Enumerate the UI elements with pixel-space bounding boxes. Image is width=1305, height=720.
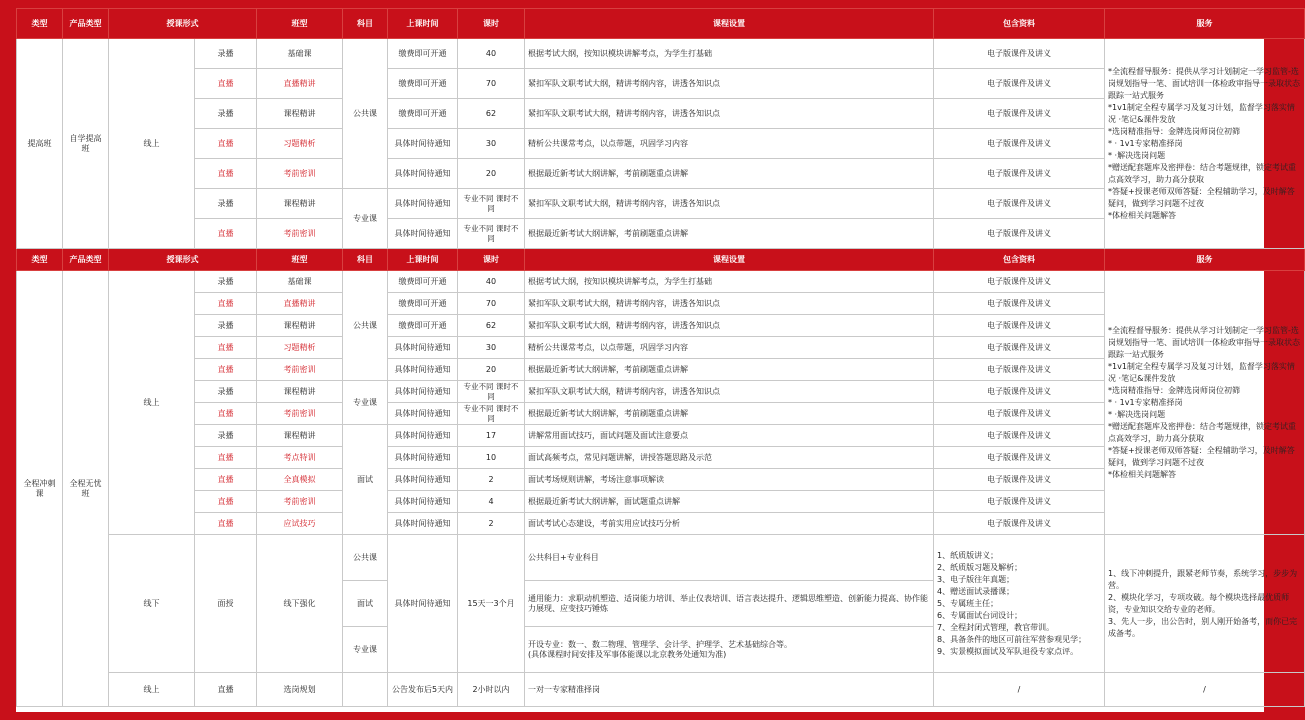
form-cell: 直播 [195,159,257,189]
time-cell: 具体时间待通知 [388,337,458,359]
hours-cell: 专业不同 课时不同 [458,189,525,219]
hours-cell: 20 [458,159,525,189]
material-cell: 电子版课件及讲义 [934,271,1105,293]
form-cell: 录播 [195,381,257,403]
content-cell: 精析公共课常考点，以点带题，巩固学习内容 [525,337,934,359]
form-cell: 录播 [195,425,257,447]
service-cell [1105,271,1305,535]
hours-cell: 20 [458,359,525,381]
subject-cell: 专业课 [343,189,388,249]
material-line: 3、电子版往年真题； [937,574,1015,584]
hours-cell: 4 [458,491,525,513]
content-cell: 紧扣军队文职考试大纲，精讲考纲内容，讲透各知识点 [525,315,934,337]
content-cell: 一对一专家精准择岗 [525,673,934,707]
header-content: 课程设置 [525,9,934,39]
table-row [17,535,1305,581]
service-line: 2、模块化学习，专项攻破。每个模块选择最优质师资，专业知识交给专业的老师。 [1108,592,1290,614]
hours-cell: 专业不同 课时不同 [458,381,525,403]
content-cell: 根据最近新考试大纲讲解，考前刷题重点讲解 [525,159,934,189]
hours-cell: 2 [458,513,525,535]
material-cell: 电子版课件及讲义 [934,69,1105,99]
material-cell: 电子版课件及讲义 [934,337,1105,359]
service-line: * · 1v1专家精准择岗 [1108,138,1183,148]
service-line: *全流程督导服务：提供从学习计划制定一学习监管-选岗规划指导一笔、面试培训一体检政审指导一录取状态跟踪一站式服务 [1108,325,1300,359]
time-cell: 具体时间待通知 [388,359,458,381]
class-cell: 考前密训 [257,403,343,425]
form-cell: 直播 [195,513,257,535]
material-cell: 电子版课件及讲义 [934,513,1105,535]
time-cell: 缴费即可开通 [388,39,458,69]
form-cell: 面授 [195,535,257,673]
header-service: 服务 [1105,9,1305,39]
hours-cell: 17 [458,425,525,447]
material-cell: 电子版课件及讲义 [934,293,1105,315]
material-cell: 电子版课件及讲义 [934,425,1105,447]
time-cell: 具体时间待通知 [388,447,458,469]
service-line: * ·解决选岗问题 [1108,150,1166,160]
material-line: 1、纸质版讲义； [937,550,999,560]
subject-cell: 面试 [343,425,388,535]
material-cell: 电子版课件及讲义 [934,219,1105,249]
header-product: 产品类型 [63,249,109,271]
form-cell: 录播 [195,315,257,337]
header-content: 课程设置 [525,249,934,271]
hours-cell: 30 [458,129,525,159]
material-cell: 电子版课件及讲义 [934,381,1105,403]
form-cell: 直播 [195,337,257,359]
header-subject: 科目 [343,249,388,271]
header-class: 班型 [257,9,343,39]
hours-cell: 15天一3个月 [458,535,525,673]
material-line: 8、具备条件的地区可前往军营参观见学； [937,634,1087,644]
table-row [17,271,1305,293]
time-cell: 缴费即可开通 [388,271,458,293]
material-cell: 电子版课件及讲义 [934,189,1105,219]
content-cell: 公共科目+专业科目 [525,535,934,581]
header-product: 产品类型 [63,9,109,39]
content-cell [525,627,934,673]
class-cell: 课程精讲 [257,381,343,403]
material-cell: 电子版课件及讲义 [934,469,1105,491]
service-line: *选岗精准指导：金牌选岗师岗位初筛 [1108,385,1240,395]
form-cell: 录播 [195,271,257,293]
header-time: 上课时间 [388,9,458,39]
material-cell: 电子版课件及讲义 [934,315,1105,337]
material-cell: 电子版课件及讲义 [934,99,1105,129]
service-line: 1、线下冲刺提升，跟紧老师节奏，系统学习，步步为营。 [1108,568,1298,590]
header-class: 班型 [257,249,343,271]
form-cell: 直播 [195,673,257,707]
form-cell: 直播 [195,293,257,315]
content-cell: 面试考场规则讲解，考场注意事项解读 [525,469,934,491]
content-cell: 根据考试大纲，按知识模块讲解考点，为学生打基础 [525,271,934,293]
service-line: 3、先人一步，出公告时，别人刚开始备考，而你已完成备考。 [1108,616,1298,638]
mode-cell: 线上 [109,673,195,707]
header-hours: 课时 [458,9,525,39]
material-cell [934,535,1105,673]
material-line: 6、专属面试台词设计； [937,610,1023,620]
content-cell: 精析公共课常考点，以点带题，巩固学习内容 [525,129,934,159]
header-service: 服务 [1105,249,1305,271]
form-cell: 直播 [195,219,257,249]
class-cell: 习题精析 [257,337,343,359]
time-cell: 缴费即可开通 [388,99,458,129]
content-cell: 根据考试大纲，按知识模块讲解考点，为学生打基础 [525,39,934,69]
course-table-frame [16,8,1300,712]
class-cell: 应试技巧 [257,513,343,535]
material-line: 5、专属班主任； [937,598,999,608]
class-cell: 全真模拟 [257,469,343,491]
content-cell: 根据最近新考试大纲讲解，考前刷题重点讲解 [525,359,934,381]
time-cell: 具体时间待通知 [388,513,458,535]
header-type: 类型 [17,9,63,39]
class-cell: 习题精析 [257,129,343,159]
hours-cell: 40 [458,271,525,293]
class-cell: 课程精讲 [257,315,343,337]
hours-cell: 2小时以内 [458,673,525,707]
service-line: *赠送配套题库及密押卷：结合考题规律，锁定考试重点高效学习，助力高分获取 [1108,162,1296,184]
header-material: 包含资料 [934,249,1105,271]
form-cell: 直播 [195,69,257,99]
hours-cell: 62 [458,315,525,337]
header-mode: 授课形式 [109,249,257,271]
class-cell: 考前密训 [257,159,343,189]
class-cell: 课程精讲 [257,99,343,129]
content-cell: 通用能力：求职动机塑造、适岗能力培训、举止仪表培训、语言表达提升、逻辑思维塑造、创新能力提高、协作能力展现、应变技巧锤炼 [525,581,934,627]
class-cell: 考前密训 [257,359,343,381]
service-line: *赠送配套题库及密押卷：结合考题规律，锁定考试重点高效学习，助力高分获取 [1108,421,1296,443]
service-line: * ·解决选岗问题 [1108,409,1166,419]
class-cell: 考前密训 [257,491,343,513]
form-cell: 直播 [195,469,257,491]
subject-cell: 面试 [343,581,388,627]
time-cell: 具体时间待通知 [388,491,458,513]
content-cell: 紧扣军队文职考试大纲，精讲考纲内容，讲透各知识点 [525,69,934,99]
class-cell: 基础课 [257,39,343,69]
material-cell: 电子版课件及讲义 [934,491,1105,513]
content-cell: 紧扣军队文职考试大纲，精讲考纲内容，讲透各知识点 [525,99,934,129]
service-line: *全流程督导服务：提供从学习计划制定一学习监管-选岗规划指导一笔、面试培训一体检政审指导一录取状态跟踪一站式服务 [1108,66,1300,100]
service-line: *选岗精准指导：金牌选岗师岗位初筛 [1108,126,1240,136]
service-line: *答疑+授课老师双师答疑：全程辅助学习，及时解答疑问，做到学习问题不过夜 [1108,186,1295,208]
service-line: *体检相关问题解答 [1108,210,1176,220]
header-subject: 科目 [343,9,388,39]
content-cell: 面试考试心态建设，考前实用应试技巧分析 [525,513,934,535]
material-line: 4、赠送面试录播课； [937,586,1015,596]
form-cell: 直播 [195,359,257,381]
material-line: 9、实景模拟面试及军队退役专家点评。 [937,646,1079,656]
service-line: *答疑+授课老师双师答疑：全程辅助学习，及时解答疑问，做到学习问题不过夜 [1108,445,1295,467]
form-cell: 录播 [195,99,257,129]
time-cell: 具体时间待通知 [388,469,458,491]
time-cell: 具体时间待通知 [388,425,458,447]
service-line: * · 1v1专家精准择岗 [1108,397,1183,407]
form-cell: 直播 [195,491,257,513]
subject-cell: 专业课 [343,627,388,673]
material-line: 2、纸质版习题及解析； [937,562,1023,572]
form-cell: 直播 [195,129,257,159]
class-cell: 考点特训 [257,447,343,469]
service-line: *体检相关问题解答 [1108,469,1176,479]
material-cell: / [934,673,1105,707]
service-cell: / [1105,673,1305,707]
subject-cell: 专业课 [343,381,388,425]
class-cell: 直播精讲 [257,293,343,315]
table-row [17,673,1305,707]
form-cell: 直播 [195,403,257,425]
content-cell: 根据最近新考试大纲讲解，考前刷题重点讲解 [525,219,934,249]
class-cell: 选岗规划 [257,673,343,707]
type-cell: 提高班 [17,39,63,249]
content-cell: 紧扣军队文职考试大纲，精讲考纲内容，讲透各知识点 [525,189,934,219]
table-row [17,39,1305,69]
mode-cell: 线下 [109,535,195,673]
class-cell: 课程精讲 [257,189,343,219]
class-cell: 基础课 [257,271,343,293]
product-cell: 全程无忧班 [63,271,109,707]
time-cell: 缴费即可开通 [388,293,458,315]
content-cell: 根据最近新考试大纲讲解，面试题重点讲解 [525,491,934,513]
mode-cell: 线上 [109,39,195,249]
hours-cell: 62 [458,99,525,129]
header-type: 类型 [17,249,63,271]
hours-cell: 专业不同 课时不同 [458,219,525,249]
class-cell: 课程精讲 [257,425,343,447]
material-cell: 电子版课件及讲义 [934,447,1105,469]
header-row [17,9,1305,39]
time-cell: 具体时间待通知 [388,189,458,219]
content-line: 开设专业：数一、数二物理、管理学、会计学、护理学、艺术基础综合等。 [528,639,792,649]
hours-cell: 40 [458,39,525,69]
hours-cell: 10 [458,447,525,469]
subject-cell [343,673,388,707]
hours-cell: 70 [458,69,525,99]
material-line: 7、全程封闭式管理，教官带训。 [937,622,1055,632]
time-cell: 具体时间待通知 [388,535,458,673]
hours-cell: 30 [458,337,525,359]
subject-cell: 公共课 [343,271,388,381]
hours-cell: 2 [458,469,525,491]
time-cell: 具体时间待通知 [388,219,458,249]
mode-cell: 线上 [109,271,195,535]
header-hours: 课时 [458,249,525,271]
course-table [16,8,1305,707]
subject-cell: 公共课 [343,39,388,189]
content-cell: 紧扣军队文职考试大纲，精讲考纲内容，讲透各知识点 [525,381,934,403]
form-cell: 直播 [195,447,257,469]
content-cell: 讲解常用面试技巧，面试问题及面试注意要点 [525,425,934,447]
class-cell: 考前密训 [257,219,343,249]
class-cell: 直播精讲 [257,69,343,99]
time-cell: 缴费即可开通 [388,69,458,99]
subject-cell: 公共课 [343,535,388,581]
form-cell: 录播 [195,189,257,219]
type-cell: 全程冲刺课 [17,271,63,707]
time-cell: 具体时间待通知 [388,381,458,403]
service-line: *1v1制定全程专属学习及复习计划，监督学习落实情况 ·笔记&课件发放 [1108,102,1295,124]
content-cell: 紧扣军队文职考试大纲，精讲考纲内容，讲透各知识点 [525,293,934,315]
time-cell: 具体时间待通知 [388,403,458,425]
service-cell [1105,535,1305,673]
service-line: *1v1制定全程专属学习及复习计划，监督学习落实情况 ·笔记&课件发放 [1108,361,1295,383]
time-cell: 缴费即可开通 [388,315,458,337]
material-cell: 电子版课件及讲义 [934,39,1105,69]
material-cell: 电子版课件及讲义 [934,403,1105,425]
header-mode: 授课形式 [109,9,257,39]
material-cell: 电子版课件及讲义 [934,129,1105,159]
time-cell: 具体时间待通知 [388,129,458,159]
content-line: (具体课程时间安排及军事体能课以北京教务处通知为准) [528,649,727,659]
material-cell: 电子版课件及讲义 [934,159,1105,189]
product-cell: 自学提高班 [63,39,109,249]
time-cell: 具体时间待通知 [388,159,458,189]
content-cell: 根据最近新考试大纲讲解，考前刷题重点讲解 [525,403,934,425]
hours-cell: 专业不同 课时不同 [458,403,525,425]
content-cell: 面试高频考点，常见问题讲解，讲授答题思路及示范 [525,447,934,469]
material-cell: 电子版课件及讲义 [934,359,1105,381]
service-cell [1105,39,1305,249]
form-cell: 录播 [195,39,257,69]
hours-cell: 70 [458,293,525,315]
header-time: 上课时间 [388,249,458,271]
time-cell: 公告发布后5天内 [388,673,458,707]
class-cell: 线下强化 [257,535,343,673]
header-row [17,249,1305,271]
header-material: 包含资料 [934,9,1105,39]
